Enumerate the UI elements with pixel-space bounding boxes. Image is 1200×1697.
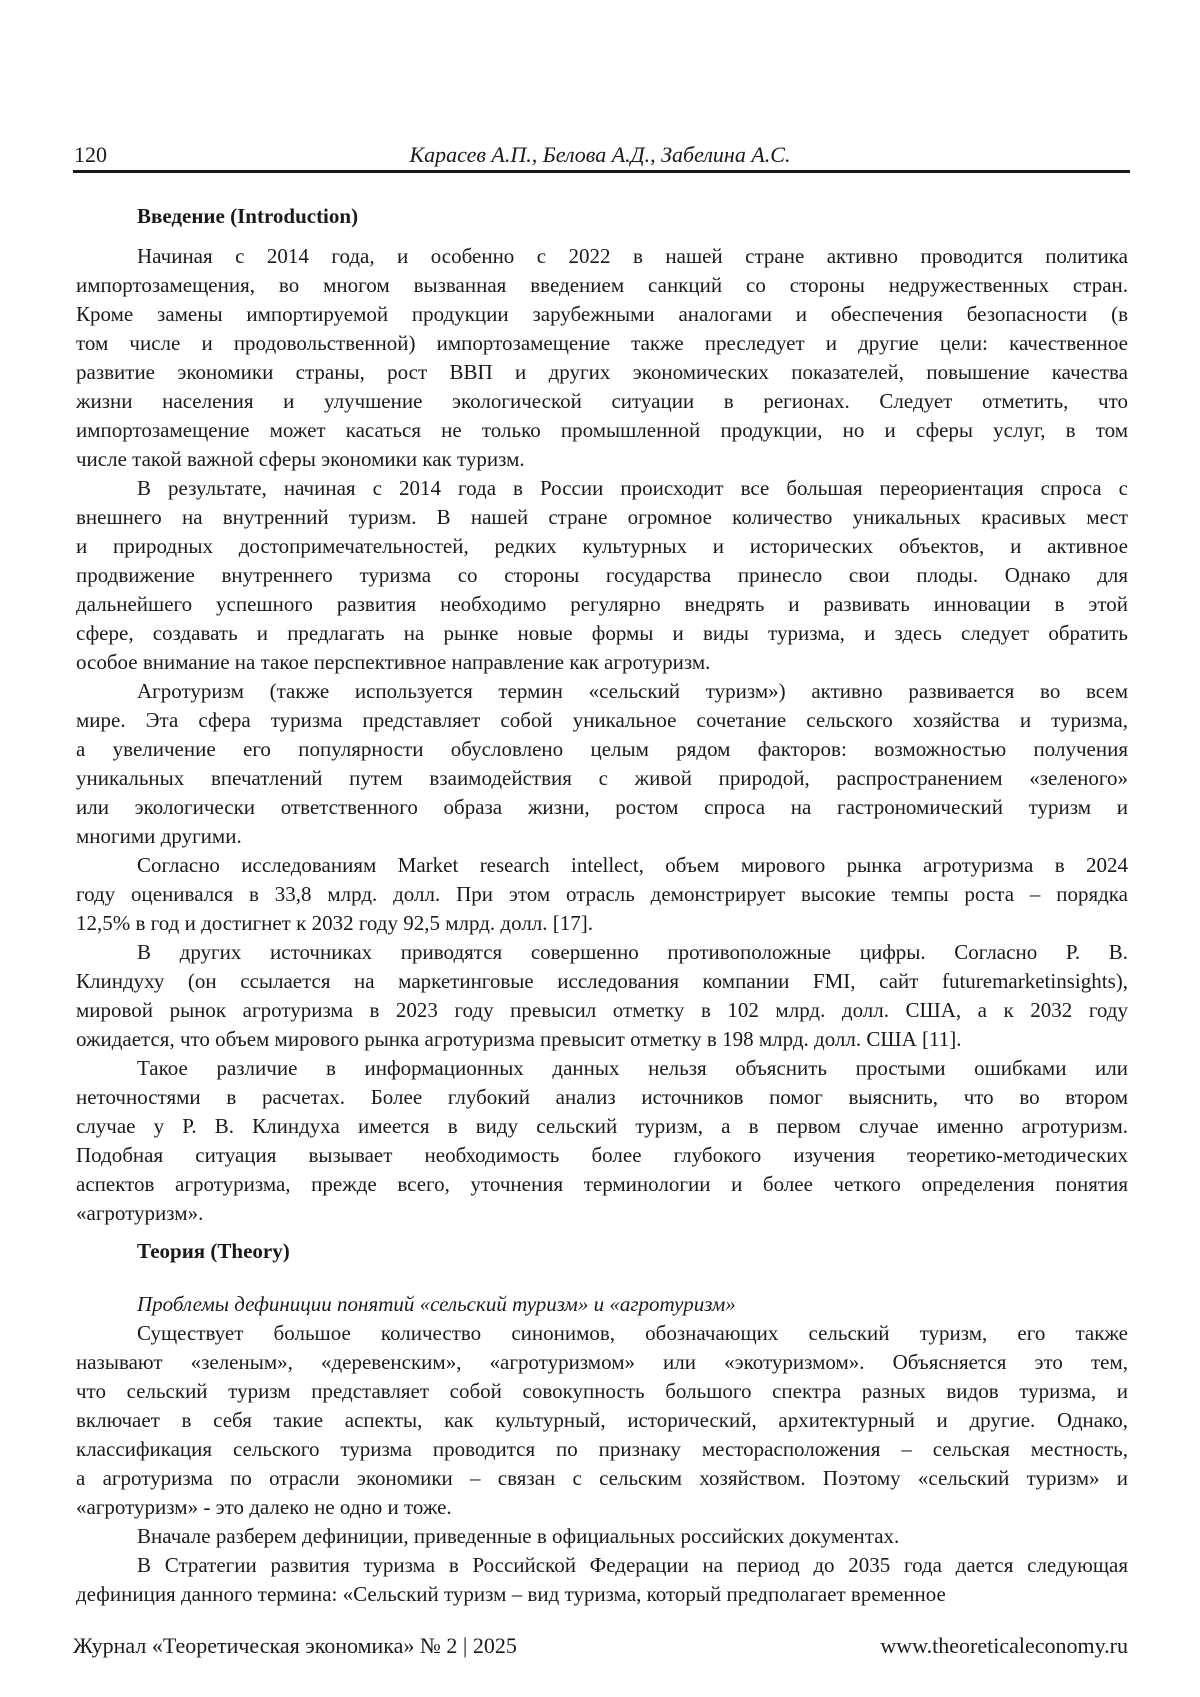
text-line: неточностями в расчетах. Более глубокий анализ источников помог выяснить, что во втором	[76, 1083, 1128, 1112]
theory-paragraphs	[76, 1319, 1128, 1609]
text-line: называют «зеленым», «деревенским», «агротуризмом» или «экотуризмом». Объясняется это тем,	[76, 1348, 1128, 1377]
paragraph	[76, 1054, 1128, 1228]
text-line: что сельский туризм представляет собой совокупность большого спектра разных видов туризма, и	[76, 1377, 1128, 1406]
paragraph	[76, 677, 1128, 851]
text-line: 12,5% в год и достигнет к 2032 году 92,5 млрд. долл. [17].	[76, 909, 1128, 938]
running-header-authors: Карасев А.П., Белова А.Д., Забелина А.С.	[0, 141, 1200, 169]
text-line: продвижение внутреннего туризма со стороны государства принесло свои плоды. Однако для	[76, 561, 1128, 590]
paragraph	[76, 851, 1128, 938]
text-line: дальнейшего успешного развития необходимо регулярно внедрять и развивать инновации в этой	[76, 590, 1128, 619]
text-line: а увеличение его популярности обусловлено целым рядом факторов: возможностью получения	[76, 735, 1128, 764]
paragraph	[76, 474, 1128, 677]
text-line: импортозамещение может касаться не только промышленной продукции, но и сферы услуг, в том	[76, 416, 1128, 445]
paragraph	[76, 242, 1128, 474]
text-line: Такое различие в информационных данных нельзя объяснить простыми ошибками или	[76, 1054, 1128, 1083]
text-line: Подобная ситуация вызывает необходимость более глубокого изучения теоретико-методических	[76, 1141, 1128, 1170]
section-heading-introduction: Введение (Introduction)	[76, 202, 1128, 231]
text-line: или экологически ответственного образа жизни, ростом спроса на гастрономический туризм и	[76, 793, 1128, 822]
paragraph	[76, 1551, 1128, 1609]
text-line: В Стратегии развития туризма в Российской Федерации на период до 2035 года дается следующая	[76, 1551, 1128, 1580]
text-line: ожидается, что объем мирового рынка агротуризма превысит отметку в 198 млрд. долл. США [11].	[76, 1025, 1128, 1054]
text-line: внешнего на внутренний туризм. В нашей стране огромное количество уникальных красивых мест	[76, 503, 1128, 532]
text-line: Клиндуху (он ссылается на маркетинговые исследования компании FMI, сайт futuremarketinsights),	[76, 967, 1128, 996]
text-line: жизни населения и улучшение экологической ситуации в регионах. Следует отметить, что	[76, 387, 1128, 416]
text-line: классификация сельского туризма проводится по признаку месторасположения – сельская местность,	[76, 1435, 1128, 1464]
text-line: Агротуризм (также используется термин «сельский туризм») активно развивается во всем	[76, 677, 1128, 706]
text-line: импортозамещения, во многом вызванная введением санкций со стороны недружественных стран.	[76, 271, 1128, 300]
text-line: особое внимание на такое перспективное направление как агротуризм.	[76, 648, 1128, 677]
text-line: мире. Эта сфера туризма представляет собой уникальное сочетание сельского хозяйства и туризма,	[76, 706, 1128, 735]
text-line: «агротуризм» - это далеко не одно и тоже.	[76, 1493, 1128, 1522]
page-number: 120	[74, 141, 107, 169]
introduction-paragraphs	[76, 242, 1128, 1228]
text-line: а агротуризма по отрасли экономики – связан с сельским хозяйством. Поэтому «сельский туризм» и	[76, 1464, 1128, 1493]
text-line: Вначале разберем дефиниции, приведенные в официальных российских документах.	[76, 1522, 1128, 1551]
footer-website-link[interactable]: www.theoreticaleconomy.ru	[880, 1632, 1128, 1660]
article-body	[76, 202, 1128, 1609]
text-line: дефиниция данного термина: «Сельский туризм – вид туризма, который предполагает временное	[76, 1580, 1128, 1609]
text-line: «агротуризм».	[76, 1199, 1128, 1228]
text-line: числе такой важной сферы экономики как туризм.	[76, 445, 1128, 474]
text-line: и природных достопримечательностей, редких культурных и исторических объектов, и активное	[76, 532, 1128, 561]
paragraph	[76, 1522, 1128, 1551]
text-line: уникальных впечатлений путем взаимодействия с живой природой, распространением «зеленого»	[76, 764, 1128, 793]
text-line: В других источниках приводятся совершенно противоположные цифры. Согласно Р. В.	[76, 938, 1128, 967]
text-line: Кроме замены импортируемой продукции зарубежными аналогами и обеспечения безопасности (в	[76, 300, 1128, 329]
text-line: случае у Р. В. Клиндуха имеется в виду сельский туризм, а в первом случае именно агротуризм.	[76, 1112, 1128, 1141]
paragraph	[76, 938, 1128, 1054]
header-rule	[73, 170, 1130, 173]
text-line: году оценивался в 33,8 млрд. долл. При этом отрасль демонстрирует высокие темпы роста – порядка	[76, 880, 1128, 909]
text-line: В результате, начиная с 2014 года в России происходит все большая переориентация спроса с	[76, 474, 1128, 503]
paragraph	[76, 1319, 1128, 1522]
subsection-heading: Проблемы дефиниции понятий «сельский туризм» и «агротуризм»	[76, 1290, 1128, 1319]
text-line: развитие экономики страны, рост ВВП и других экономических показателей, повышение качества	[76, 358, 1128, 387]
text-line: включает в себя такие аспекты, как культурный, исторический, архитектурный и другие. Однако,	[76, 1406, 1128, 1435]
text-line: сфере, создавать и предлагать на рынке новые формы и виды туризма, и здесь следует обратить	[76, 619, 1128, 648]
text-line: Согласно исследованиям Market research intellect, объем мирового рынка агротуризма в 2024	[76, 851, 1128, 880]
text-line: Начиная с 2014 года, и особенно с 2022 в нашей стране активно проводится политика	[76, 242, 1128, 271]
section-heading-theory: Теория (Theory)	[76, 1237, 1128, 1266]
text-line: аспектов агротуризма, прежде всего, уточнения терминологии и более четкого определения понятия	[76, 1170, 1128, 1199]
text-line: многими другими.	[76, 822, 1128, 851]
text-line: мировой рынок агротуризма в 2023 году превысил отметку в 102 млрд. долл. США, а к 2032 году	[76, 996, 1128, 1025]
text-line: том числе и продовольственной) импортозамещение также преследует и другие цели: качественное	[76, 329, 1128, 358]
text-line: Существует большое количество синонимов, обозначающих сельский туризм, его также	[76, 1319, 1128, 1348]
footer-journal: Журнал «Теоретическая экономика» № 2 | 2025	[73, 1632, 517, 1660]
